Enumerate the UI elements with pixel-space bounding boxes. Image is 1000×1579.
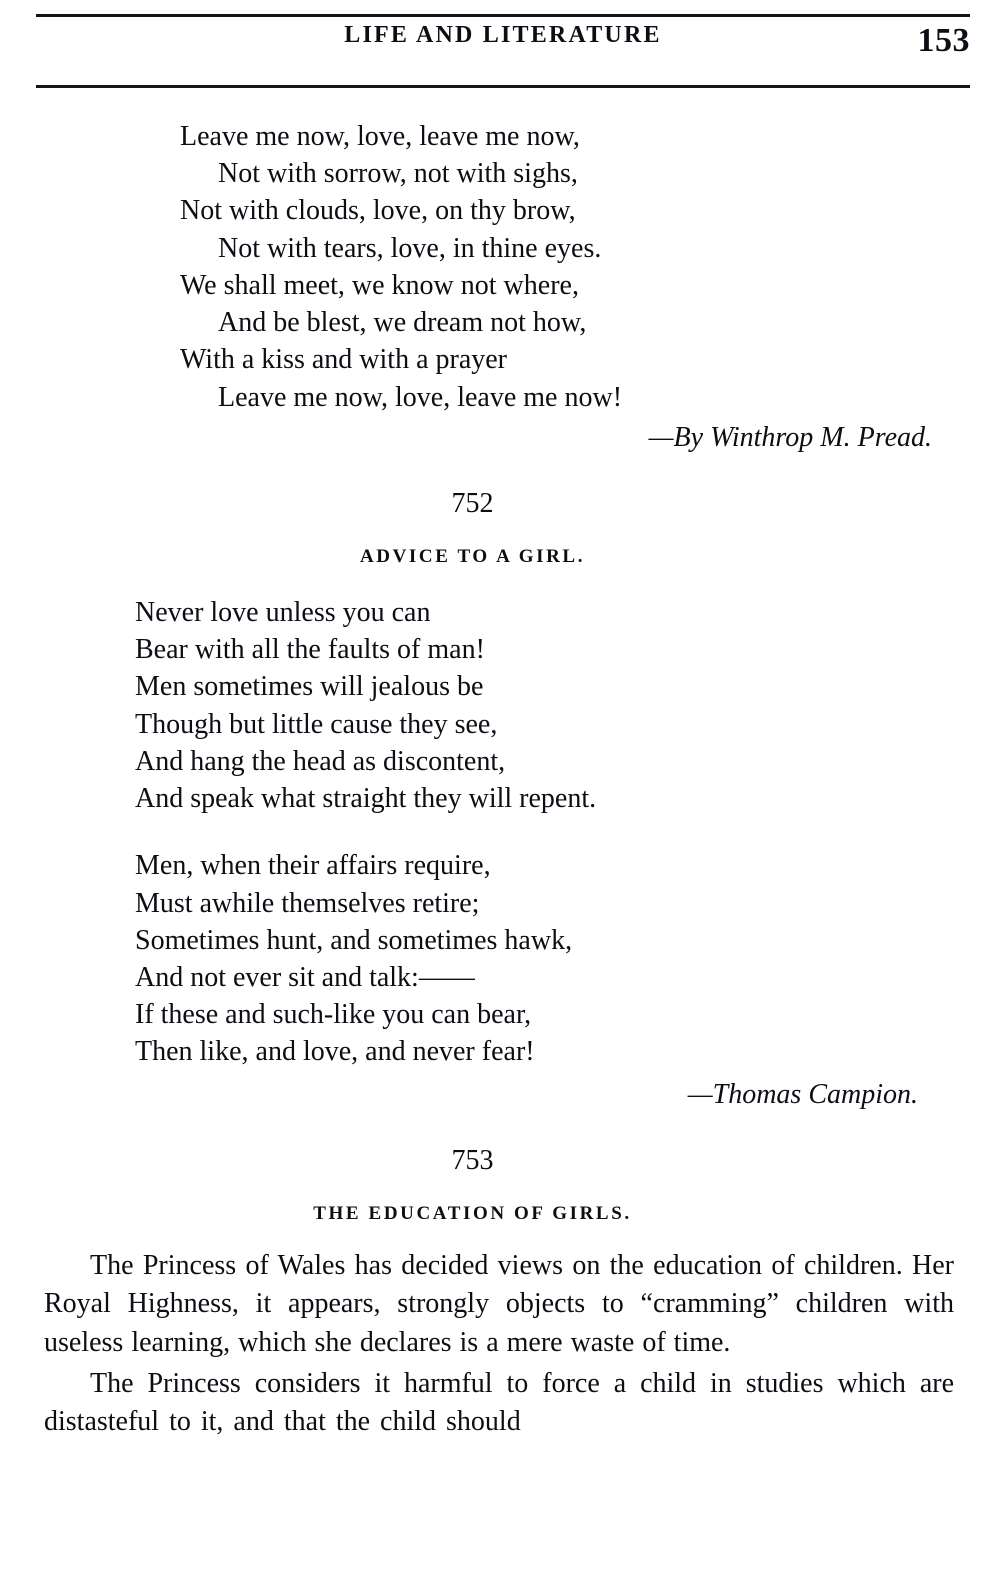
entry-753-body (44, 1247, 954, 1442)
poem-line: Leave me now, love, leave me now! (218, 381, 623, 413)
poem-line: Not with sorrow, not with sighs, (218, 158, 578, 190)
poem-line: Men, when their affairs require, (135, 850, 491, 882)
poem-line: And be blest, we dream not how, (218, 307, 587, 339)
running-title: LIFE AND LITERATURE (344, 22, 662, 48)
poem-line: And not ever sit and talk:—— (135, 961, 475, 993)
page-content (40, 118, 960, 1442)
poem-line: With a kiss and with a prayer (180, 344, 508, 376)
poem-line: Men sometimes will jealous be (135, 671, 484, 703)
poem-line: If these and such-like you can bear, (135, 999, 532, 1031)
poem-stanza (135, 594, 960, 817)
poem-line: Must awhile themselves retire; (135, 887, 480, 919)
header-content (36, 22, 970, 59)
poem-stanza (135, 847, 960, 1070)
poem-line: Not with clouds, love, on thy brow, (180, 195, 576, 227)
poem-line: Not with tears, love, in thine eyes. (218, 232, 602, 264)
poem-line: Never love unless you can (135, 596, 431, 628)
paragraph: The Princess of Wales has decided views on the education of children. Her Royal Highness, it appears, strongly objects to “cramming” children with useless learning, which she declares is a mere waste of time. (44, 1249, 954, 1358)
poem-line: Sometimes hunt, and sometimes hawk, (135, 924, 573, 956)
header-rule-bottom (36, 85, 970, 88)
entry-number-753: 753 (451, 1144, 494, 1176)
poem-line: We shall meet, we know not where, (180, 269, 579, 301)
entry-title-753: THE EDUCATION OF GIRLS. (313, 1202, 632, 1224)
page-number: 153 (917, 22, 970, 59)
poem-line: And speak what straight they will repent. (135, 783, 597, 815)
poem-line: Though but little cause they see, (135, 708, 498, 740)
poem-line: And hang the head as discontent, (135, 745, 506, 777)
poem-751-attribution: —By Winthrop M. Pread. (648, 421, 932, 453)
poem-751 (180, 118, 960, 416)
poem-line: Leave me now, love, leave me now, (180, 121, 580, 152)
poem-752-attribution: —Thomas Campion. (687, 1078, 918, 1110)
entry-number-752: 752 (451, 487, 494, 519)
poem-line: Then like, and love, and never fear! (135, 1036, 535, 1068)
paragraph: The Princess considers it harmful to force a child in studies which are distasteful to it, and that the child should (44, 1367, 954, 1438)
entry-title-752: ADVICE TO A GIRL. (359, 545, 586, 567)
book-page (0, 14, 1000, 1579)
poem-752 (135, 594, 960, 1071)
page-header (36, 14, 970, 88)
poem-line: Bear with all the faults of man! (135, 634, 485, 666)
header-rule-top (36, 14, 970, 17)
